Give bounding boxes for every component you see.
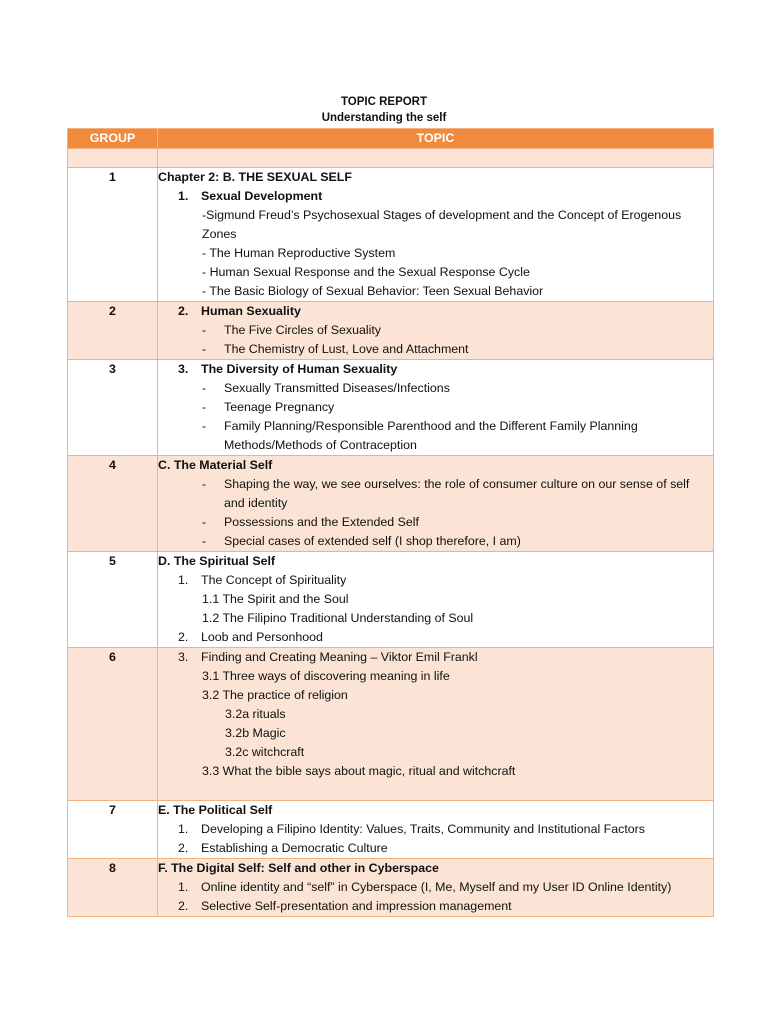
group-number-cell: 4	[68, 456, 158, 552]
topic-line	[158, 609, 713, 628]
table-row	[68, 302, 714, 360]
list-marker: -	[202, 400, 207, 414]
topic-line	[158, 417, 713, 455]
table-row	[68, 149, 714, 168]
topic-text: Establishing a Democratic Culture	[201, 841, 388, 855]
topic-text: F. The Digital Self: Self and other in Cyberspace	[158, 861, 439, 875]
list-marker: -	[202, 323, 207, 337]
table-row	[68, 648, 714, 801]
table-row	[68, 360, 714, 456]
list-marker: 3.	[178, 362, 189, 376]
topic-cell	[158, 552, 714, 648]
topic-heading	[158, 302, 713, 321]
topic-line	[158, 724, 713, 743]
list-marker: -	[202, 477, 207, 491]
group-number-cell: 7	[68, 801, 158, 859]
topic-text: 3.3 What the bible says about magic, ritual and witchcraft	[202, 764, 516, 778]
topic-text: Online identity and “self” in Cyberspace (I, Me, Myself and my User ID Online Identity)	[201, 880, 672, 894]
table-row	[68, 456, 714, 552]
report-title: TOPIC REPORT	[340, 96, 428, 108]
topic-line	[158, 379, 713, 398]
list-marker: -	[202, 419, 207, 433]
topic-text: Chapter 2: B. THE SEXUAL SELF	[158, 170, 352, 184]
topic-text: 3.2b Magic	[225, 726, 286, 740]
topic-text: Selective Self-presentation and impression management	[201, 899, 512, 913]
topic-line	[158, 532, 713, 551]
topic-text: Sexually Transmitted Diseases/Infections	[224, 381, 450, 395]
list-marker: 2.	[178, 630, 189, 644]
topic-text: The Diversity of Human Sexuality	[201, 362, 398, 376]
topic-text: The Five Circles of Sexuality	[224, 323, 382, 337]
list-marker: 1.	[178, 573, 189, 587]
group-number-cell: 3	[68, 360, 158, 456]
list-marker: -	[202, 534, 207, 548]
topic-line	[158, 839, 713, 858]
column-header-group: GROUP	[68, 129, 158, 149]
topic-text: Teenage Pregnancy	[224, 400, 335, 414]
table-header-row	[68, 129, 714, 149]
topic-line	[158, 571, 713, 590]
topic-text: Developing a Filipino Identity: Values, Traits, Community and Institutional Factors	[201, 822, 645, 836]
topic-text: The Chemistry of Lust, Love and Attachment	[224, 342, 469, 356]
list-marker: 3.	[178, 650, 189, 664]
group-number-cell: 6	[68, 648, 158, 801]
list-marker: -	[202, 515, 207, 529]
topic-line	[158, 263, 713, 282]
table-row	[68, 552, 714, 648]
topic-cell	[158, 648, 714, 801]
list-marker: -	[202, 381, 207, 395]
topic-text: 1.2 The Filipino Traditional Understanding of Soul	[202, 611, 474, 625]
topic-text: Sexual Development	[201, 189, 323, 203]
topic-text: E. The Political Self	[158, 803, 273, 817]
topic-line	[158, 321, 713, 340]
topic-line	[158, 667, 713, 686]
table-row	[68, 801, 714, 859]
topic-line	[158, 820, 713, 839]
spacer	[158, 781, 713, 800]
topic-table	[67, 128, 714, 917]
topic-cell	[158, 302, 714, 360]
topic-heading	[158, 187, 713, 206]
topic-text: Special cases of extended self (I shop therefore, I am)	[224, 534, 521, 548]
topic-line	[158, 475, 713, 513]
list-marker: -	[202, 342, 207, 356]
topic-heading	[158, 859, 713, 878]
group-number-cell	[68, 149, 158, 168]
topic-heading	[158, 360, 713, 379]
topic-text: - The Human Reproductive System	[202, 246, 396, 260]
topic-text: C. The Material Self	[158, 458, 273, 472]
column-header-topic: TOPIC	[158, 129, 714, 149]
topic-line	[158, 686, 713, 705]
topic-text: Loob and Personhood	[201, 630, 323, 644]
topic-heading	[158, 456, 713, 475]
topic-line	[158, 878, 713, 897]
table-row	[68, 168, 714, 302]
topic-text: 1.1 The Spirit and the Soul	[202, 592, 349, 606]
group-number-cell: 1	[68, 168, 158, 302]
topic-text: Shaping the way, we see ourselves: the role of consumer culture on our sense of self and identity	[224, 477, 690, 510]
list-marker: 2.	[178, 899, 189, 913]
topic-text: 3.2a rituals	[225, 707, 286, 721]
table-body	[68, 149, 714, 917]
topic-cell	[158, 456, 714, 552]
topic-line	[158, 590, 713, 609]
list-marker: 1.	[178, 189, 189, 203]
document-header	[0, 94, 768, 126]
topic-heading	[158, 801, 713, 820]
topic-line	[158, 398, 713, 417]
topic-heading	[158, 552, 713, 571]
topic-cell	[158, 801, 714, 859]
topic-heading	[158, 168, 713, 187]
topic-cell	[158, 168, 714, 302]
report-subtitle: Understanding the self	[321, 112, 447, 124]
topic-text: 3.2 The practice of religion	[202, 688, 348, 702]
list-marker: 2.	[178, 841, 189, 855]
topic-line	[158, 705, 713, 724]
topic-line	[158, 513, 713, 532]
topic-text: 3.1 Three ways of discovering meaning in life	[202, 669, 450, 683]
group-number-cell: 2	[68, 302, 158, 360]
topic-line	[158, 244, 713, 263]
topic-text: Family Planning/Responsible Parenthood and the Different Family Planning Methods/Methods of Contraception	[224, 419, 638, 452]
topic-line	[158, 762, 713, 781]
group-number-cell: 5	[68, 552, 158, 648]
topic-line	[158, 282, 713, 301]
topic-text: 3.2c witchcraft	[225, 745, 305, 759]
topic-text: - Human Sexual Response and the Sexual Response Cycle	[202, 265, 530, 279]
topic-text: Possessions and the Extended Self	[224, 515, 419, 529]
topic-cell	[158, 360, 714, 456]
list-marker: 2.	[178, 304, 189, 318]
topic-text: - The Basic Biology of Sexual Behavior: Teen Sexual Behavior	[202, 284, 544, 298]
topic-cell	[158, 859, 714, 917]
list-marker: 1.	[178, 822, 189, 836]
topic-text: Finding and Creating Meaning – Viktor Emil Frankl	[201, 650, 478, 664]
topic-line	[158, 743, 713, 762]
topic-text: Human Sexuality	[201, 304, 301, 318]
topic-line	[158, 648, 713, 667]
topic-text: -Sigmund Freud’s Psychosexual Stages of development and the Concept of Erogenous Zones	[202, 208, 682, 241]
topic-line	[158, 628, 713, 647]
topic-line	[158, 897, 713, 916]
topic-text: D. The Spiritual Self	[158, 554, 276, 568]
group-number-cell: 8	[68, 859, 158, 917]
list-marker: 1.	[178, 880, 189, 894]
table-row	[68, 859, 714, 917]
topic-cell	[158, 149, 714, 168]
topic-line	[158, 340, 713, 359]
topic-text: The Concept of Spirituality	[201, 573, 347, 587]
topic-line	[158, 206, 713, 244]
